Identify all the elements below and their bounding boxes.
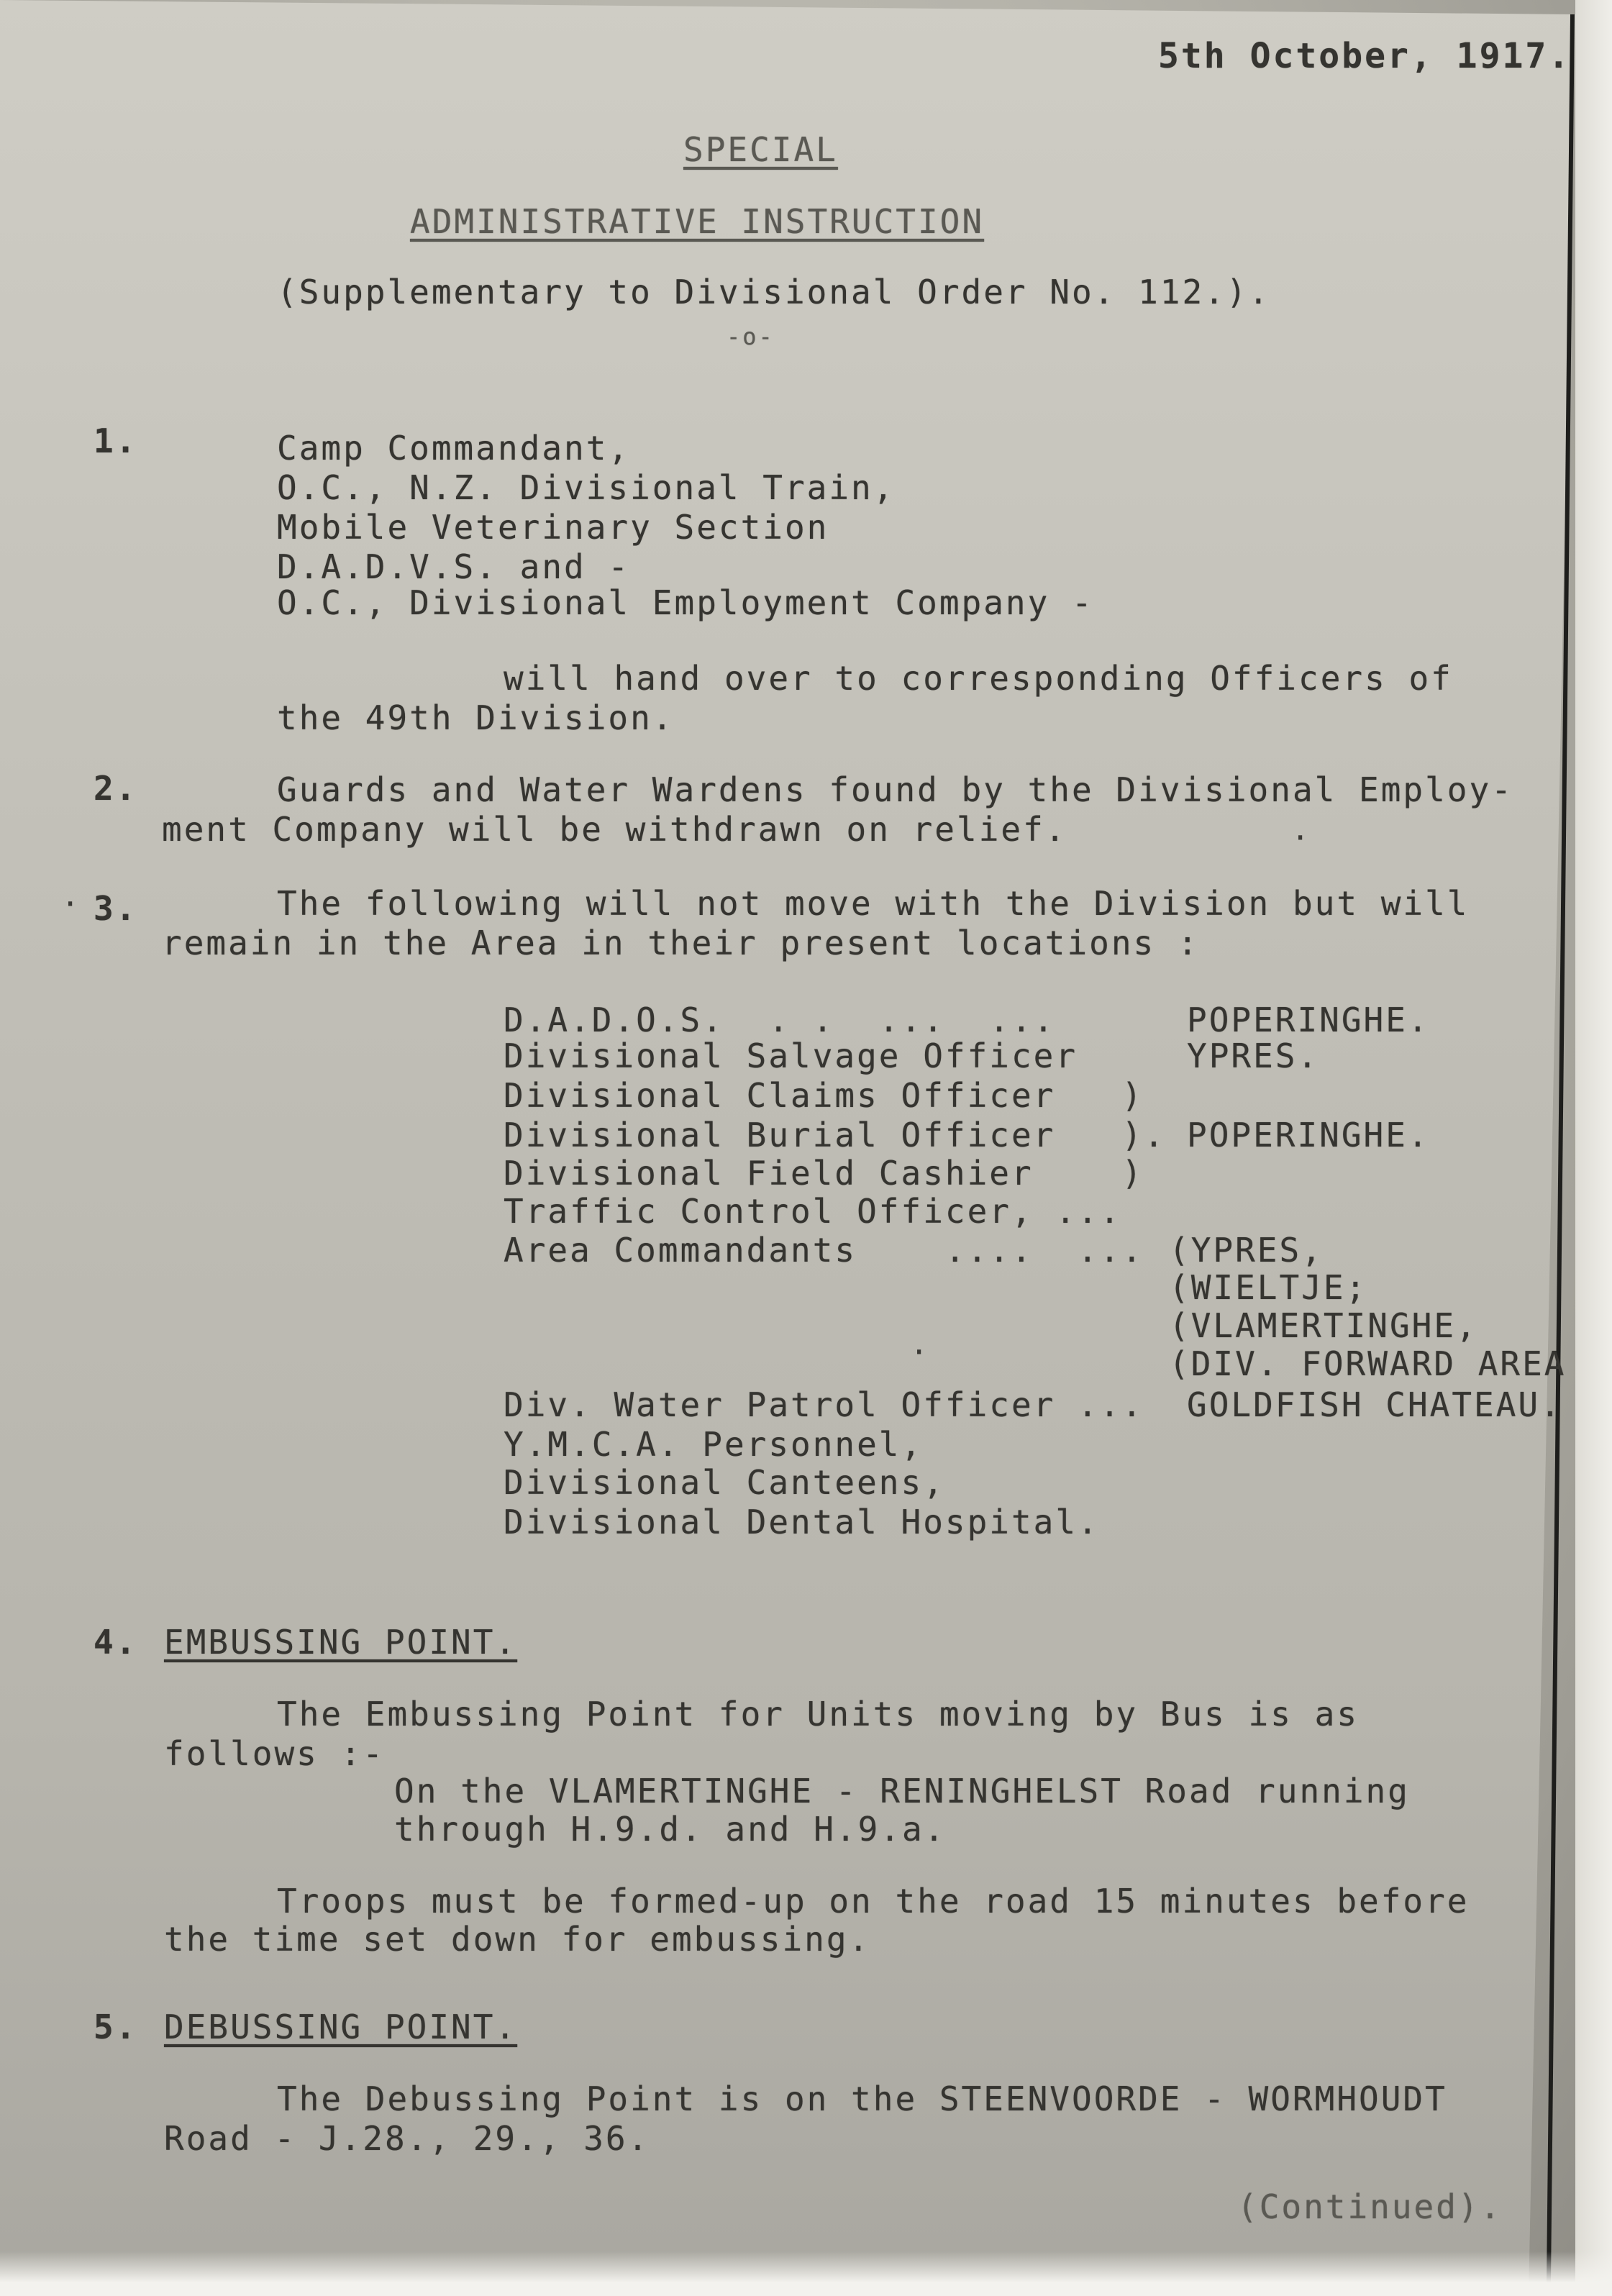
- stray-dot: ·: [61, 886, 80, 921]
- para5-line: The Debussing Point is on the STEENVOORDE - WORMHOUDT: [277, 2079, 1447, 2118]
- para3-line: remain in the Area in their present locations :: [162, 924, 1200, 962]
- para3-line: The following will not move with the Division but will: [277, 884, 1470, 923]
- para5-title: DEBUSSING POINT.: [164, 2008, 518, 2046]
- para1-line: O.C., N.Z. Divisional Train,: [277, 468, 896, 507]
- location-cell: (VLAMERTINGHE,: [1169, 1306, 1478, 1345]
- para2-number: 2.: [94, 769, 138, 808]
- officer-cell: Divisional Canteens,: [504, 1463, 945, 1502]
- officer-cell: Y.M.C.A. Personnel,: [504, 1425, 924, 1464]
- para4-line: The Embussing Point for Units moving by Bus is as: [277, 1695, 1360, 1734]
- location-cell: POPERINGHE.: [1187, 1116, 1430, 1154]
- para4-line: On the VLAMERTINGHE - RENINGHELST Road running: [394, 1772, 1410, 1810]
- heading-supplement: (Supplementary to Divisional Order No. 112.).: [277, 273, 1271, 311]
- heading-title: ADMINISTRATIVE INSTRUCTION: [410, 202, 985, 241]
- para4-line: through H.9.d. and H.9.a.: [394, 1810, 947, 1849]
- stray-dot: ·: [1291, 820, 1310, 855]
- para1-line: Mobile Veterinary Section: [277, 508, 829, 547]
- para1-line: D.A.D.V.S. and -: [277, 547, 631, 586]
- officer-cell: Divisional Dental Hospital.: [504, 1503, 1100, 1541]
- heading-special: SPECIAL: [683, 130, 838, 169]
- bottom-margin: [0, 2251, 1612, 2296]
- para1-number: 1.: [94, 422, 138, 460]
- adjacent-page-strip: [1575, 0, 1612, 2296]
- para1-continuation: the 49th Division.: [277, 698, 675, 737]
- officer-cell: Divisional Salvage Officer: [504, 1037, 1078, 1075]
- location-cell: GOLDFISH CHATEAU.: [1187, 1385, 1562, 1424]
- para5-line: Road - J.28., 29., 36.: [164, 2119, 650, 2158]
- para2-line: ment Company will be withdrawn on relief.: [162, 810, 1067, 849]
- para4-line: follows :-: [164, 1734, 385, 1773]
- para1-continuation: will hand over to corresponding Officers of: [504, 659, 1453, 698]
- para4-note: the time set down for embussing.: [164, 1920, 871, 1959]
- para4-number: 4.: [94, 1623, 138, 1662]
- officer-cell: Traffic Control Officer, ...: [504, 1192, 1122, 1231]
- para4-title: EMBUSSING POINT.: [164, 1623, 518, 1662]
- para1-line: Camp Commandant,: [277, 429, 631, 468]
- officer-cell: Div. Water Patrol Officer ...: [504, 1385, 1144, 1424]
- continued-note: (Continued).: [1237, 2187, 1503, 2226]
- para3-number: 3.: [94, 889, 138, 928]
- officer-cell: D.A.D.O.S. . . ... ...: [504, 1001, 1056, 1039]
- location-cell: (WIELTJE;: [1169, 1268, 1368, 1307]
- officer-cell: Area Commandants .... ...: [504, 1231, 1144, 1270]
- para4-note: Troops must be formed-up on the road 15 minutes before: [277, 1882, 1470, 1921]
- document-date: 5th October, 1917.: [1158, 36, 1572, 76]
- location-cell: (DIV. FORWARD AREA: [1169, 1344, 1567, 1383]
- location-cell: (YPRES,: [1169, 1231, 1324, 1270]
- location-cell: POPERINGHE.: [1187, 1001, 1430, 1039]
- para2-line: Guards and Water Wardens found by the Divisional Employ-: [277, 770, 1513, 809]
- officer-cell: Divisional Burial Officer ).: [504, 1116, 1166, 1154]
- officer-cell: Divisional Claims Officer ): [504, 1076, 1144, 1115]
- para5-number: 5.: [94, 2008, 138, 2046]
- location-cell: YPRES.: [1187, 1037, 1320, 1075]
- para1-line: O.C., Divisional Employment Company -: [277, 583, 1094, 622]
- stray-dot: ·: [910, 1334, 929, 1370]
- officer-cell: Divisional Field Cashier ): [504, 1154, 1144, 1193]
- heading-separator: -o-: [727, 323, 775, 350]
